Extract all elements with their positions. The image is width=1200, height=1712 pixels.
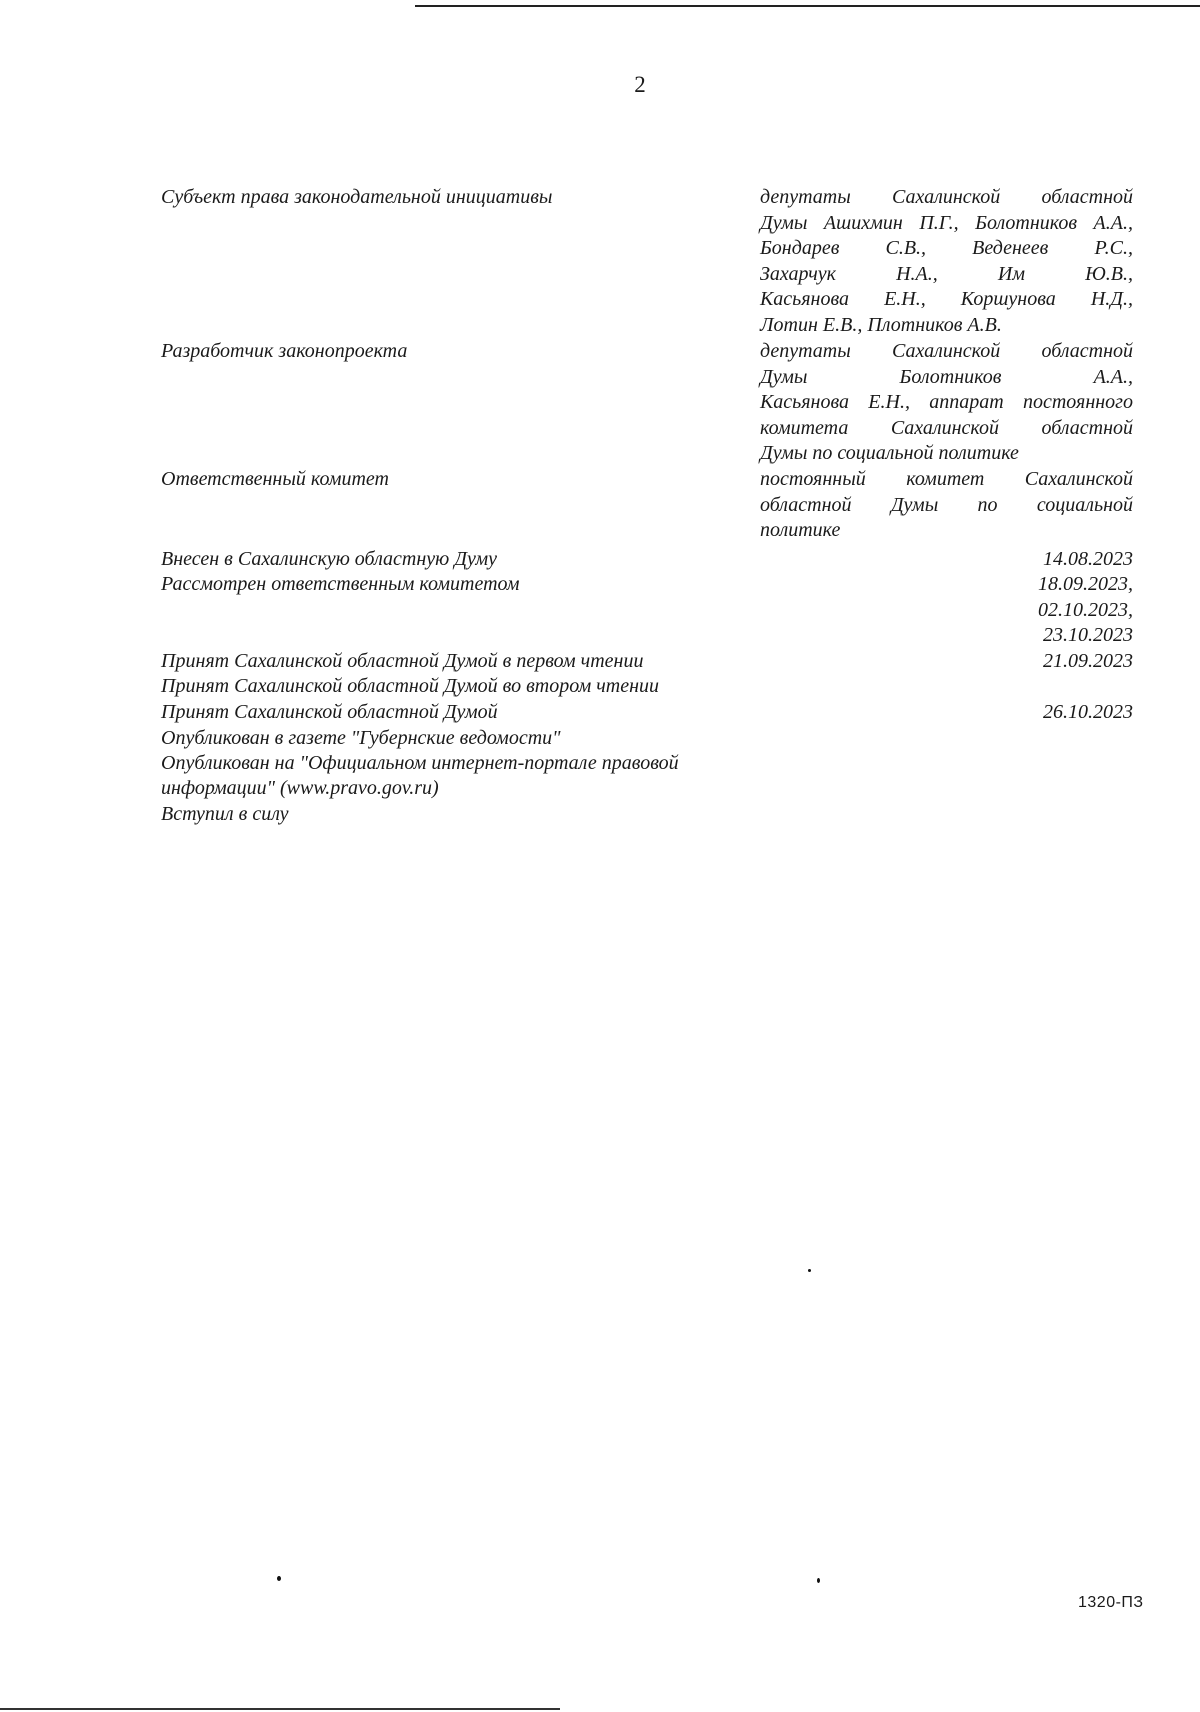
reviewed-label: Рассмотрен ответственным комитетом xyxy=(161,573,520,595)
initiator-line: Захарчук Н.А., Им Ю.В., xyxy=(760,262,1133,285)
scan-speck xyxy=(277,1576,281,1581)
submitted-date-text: 14.08.2023 xyxy=(1043,548,1133,570)
published-newspaper-label: Опубликован в газете "Губернские ведомости" xyxy=(161,727,561,749)
in-force-label: Вступил в силу xyxy=(161,803,289,825)
reviewed-date: 23.10.2023 xyxy=(1043,624,1133,646)
committee-value xyxy=(760,467,1133,544)
developer-line: Думы Болотников А.А., xyxy=(760,365,1133,388)
initiator-value xyxy=(760,185,1133,338)
initiator-line: депутаты Сахалинской областной xyxy=(760,186,1133,208)
committee-line: политике xyxy=(760,519,841,541)
submitted-label: Внесен в Сахалинскую областную Думу xyxy=(161,548,498,570)
first-reading-date xyxy=(1043,649,1133,675)
initiator-line: Думы Ашихмин П.Г., Болотников А.А., xyxy=(760,211,1133,234)
developer-line: Касьянова Е.Н., аппарат постоянного xyxy=(760,391,1133,413)
scan-speck xyxy=(808,1269,811,1272)
initiator-line: Лотин Е.В., Плотников А.В. xyxy=(760,313,1002,336)
scan-edge-bottom xyxy=(0,1708,560,1710)
first-reading-date-text: 21.09.2023 xyxy=(1043,650,1133,672)
developer-line: Думы по социальной политике xyxy=(760,442,1019,464)
adopted-date xyxy=(1043,700,1133,726)
developer-value xyxy=(760,339,1133,467)
initiator-label: Субъект права законодательной инициативы xyxy=(161,186,553,208)
reviewed-date: 18.09.2023, xyxy=(1038,573,1133,595)
second-reading-label: Принят Сахалинской областной Думой во втором чтении xyxy=(161,675,660,697)
page-number: 2 xyxy=(634,72,646,97)
developer-label: Разработчик законопроекта xyxy=(161,340,408,362)
developer-line: депутаты Сахалинской областной xyxy=(760,340,1133,362)
published-portal-label-line1: Опубликован на "Официальном интернет-портале правовой xyxy=(161,752,679,774)
adopted-label: Принят Сахалинской областной Думой xyxy=(161,701,498,723)
reviewed-dates xyxy=(1038,572,1133,649)
initiator-line: Бондарев С.В., Веденеев Р.С., xyxy=(760,237,1133,259)
adopted-date-text: 26.10.2023 xyxy=(1043,701,1133,723)
committee-line: областной Думы по социальной xyxy=(760,493,1133,516)
scan-edge-top xyxy=(415,5,1200,7)
published-portal-label-line2: информации" (www.pravo.gov.ru) xyxy=(161,777,439,799)
document-code: 1320-ПЗ xyxy=(1078,1594,1144,1611)
reviewed-date: 02.10.2023, xyxy=(1038,598,1133,621)
first-reading-label: Принят Сахалинской областной Думой в первом чтении xyxy=(161,650,644,672)
initiator-line: Касьянова Е.Н., Коршунова Н.Д., xyxy=(760,288,1133,310)
committee-label: Ответственный комитет xyxy=(161,468,389,490)
committee-line: постоянный комитет Сахалинской xyxy=(760,468,1133,490)
submitted-date xyxy=(1043,547,1133,573)
developer-line: комитета Сахалинской областной xyxy=(760,416,1133,439)
scan-speck xyxy=(817,1578,820,1583)
